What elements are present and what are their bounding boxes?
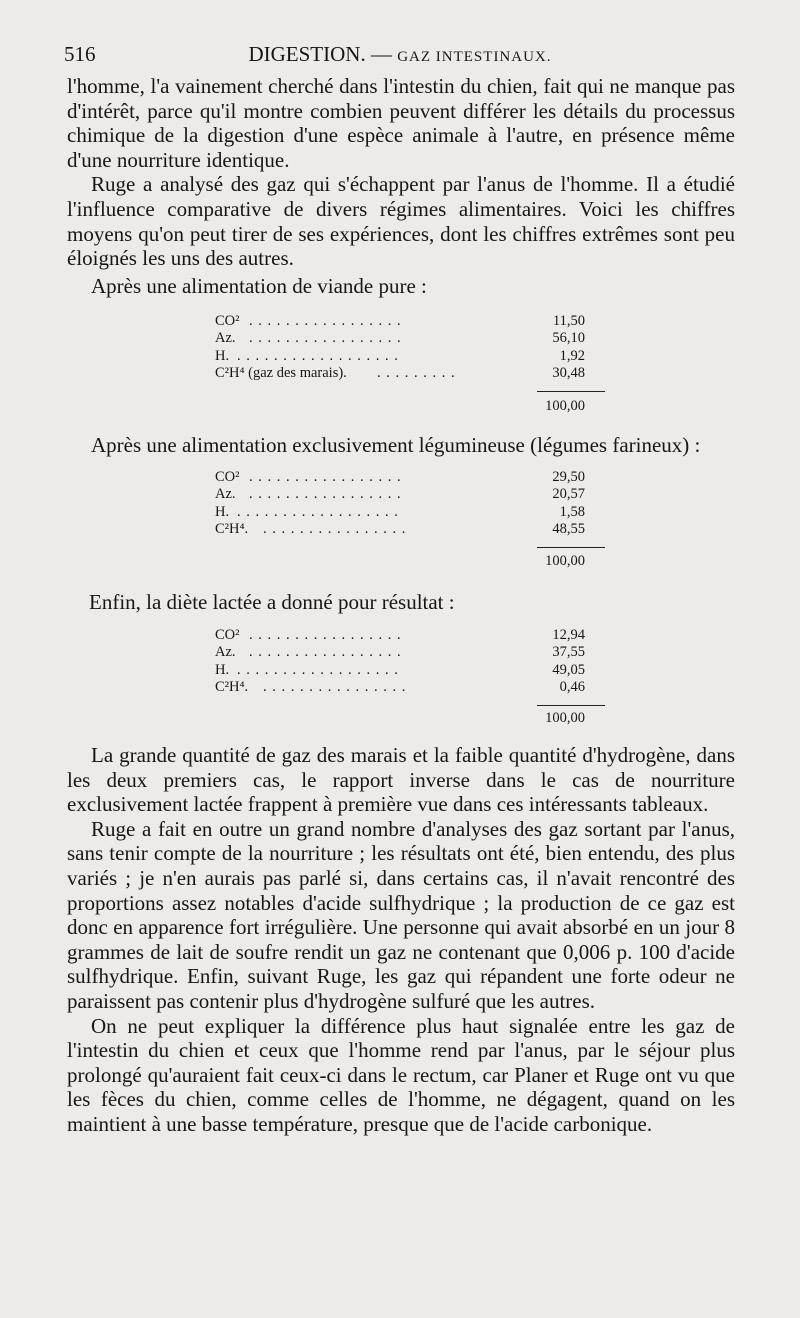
sum-rule <box>537 547 605 548</box>
paragraph: La grande quantité de gaz des marais et la faible quantité d'hydrogène, dans les deux premiers cas, le rapport inverse dans le cas de nourriture exclusivement lactée frappent à première vue dans ces intéressants tableaux. <box>67 743 735 817</box>
running-title <box>64 42 736 67</box>
table-row: C²H⁴ (gaz des marais). . . . . . . . . . 30,48 <box>215 364 585 381</box>
table-row: CO² . . . . . . . . . . . . . . . . . 29,50 <box>215 469 585 485</box>
table-total-wrap <box>215 709 585 727</box>
paragraph: l'homme, l'a vainement cherché dans l'intestin du chien, fait qui ne manque pas d'intérêt, parce qu'il montre combien peuvent différer les détails du processus chimique de la digestion d'une espèce animale à l'autre, en présence même d'une nourriture identique. <box>67 74 735 172</box>
table-lead: Enfin, la diète lactée a donné pour résultat : <box>89 590 455 614</box>
table-row: CO² . . . . . . . . . . . . . . . . . 11,50 <box>215 313 585 329</box>
running-title-section: GAZ INTESTINAUX. <box>397 49 552 65</box>
running-title-main: DIGESTION. — <box>248 42 398 66</box>
sum-rule <box>537 705 605 706</box>
table-row: H. . . . . . . . . . . . . . . . . . . 1,92 <box>215 347 585 364</box>
table-row: H. . . . . . . . . . . . . . . . . . . 1,58 <box>215 503 585 520</box>
paragraph: Ruge a fait en outre un grand nombre d'analyses des gaz sortant par l'anus, sans tenir compte de la nourriture ; les résultats ont été, bien entendu, des plus variés ; je n'en aurais pas parlé si, dans certains cas, il n'avait rencontré des proportions assez notables d'acide sulfhydrique ; la production de ce gaz est donc en apparence fort irrégulière. Une personne qui avait absorbé en un jour 8 grammes de lait de soufre rendit un gaz ne contenant que 0,006 p. 100 d'acide sulfhydrique. Enfin, suivant Ruge, les gaz qui répandent une forte odeur ne paraissent pas contenir plus d'hydrogène sulfuré que les autres. <box>67 816 735 1013</box>
table-total: 100,00 <box>545 553 585 569</box>
table-row: Az. . . . . . . . . . . . . . . . . . 37,55 <box>215 644 585 661</box>
table-total-wrap <box>215 397 585 415</box>
table-row: Az. . . . . . . . . . . . . . . . . . 20,57 <box>215 486 585 503</box>
table-row: H. . . . . . . . . . . . . . . . . . . 49,05 <box>215 661 585 678</box>
table-row: C²H⁴. . . . . . . . . . . . . . . . . 0,46 <box>215 678 585 695</box>
gas-table-legume <box>215 469 585 538</box>
sum-rule <box>537 391 605 392</box>
page-number: 516 <box>64 42 96 66</box>
table-total: 100,00 <box>545 398 585 414</box>
table-lead: Après une alimentation exclusivement légumineuse (légumes farineux) : <box>91 433 701 457</box>
intro-text <box>67 74 735 271</box>
running-header <box>64 42 736 72</box>
paragraph: Ruge a analysé des gaz qui s'échappent par l'anus de l'homme. Il a étudié l'influence comparative de divers régimes alimentaires. Voici les chiffres moyens qu'on peut tirer de ses expériences, dont les chiffres extrêmes sont peu éloignés les uns des autres. <box>67 172 735 271</box>
paragraph: On ne peut expliquer la différence plus haut signalée entre les gaz de l'intestin du chien et ceux que l'homme rend par l'anus, par le séjour plus prolongé qu'auraient fait ceux-ci dans le rectum, car Planer et Ruge ont vu que les fèces du chien, comme celles de l'homme, ne dégagent, quand on les maintient à une basse température, presque que de l'acide carbonique. <box>67 1013 735 1136</box>
table-row: Az. . . . . . . . . . . . . . . . . . 56,10 <box>215 330 585 347</box>
table-row: C²H⁴. . . . . . . . . . . . . . . . . 48,55 <box>215 520 585 537</box>
table-lead: Après une alimentation de viande pure : <box>91 274 427 298</box>
closing-text <box>67 743 735 1137</box>
table-total: 100,00 <box>545 710 585 726</box>
gas-table-meat <box>215 313 585 382</box>
gas-table-milk <box>215 627 585 696</box>
table-total-wrap <box>215 552 585 570</box>
table-row: CO² . . . . . . . . . . . . . . . . . 12,94 <box>215 627 585 643</box>
